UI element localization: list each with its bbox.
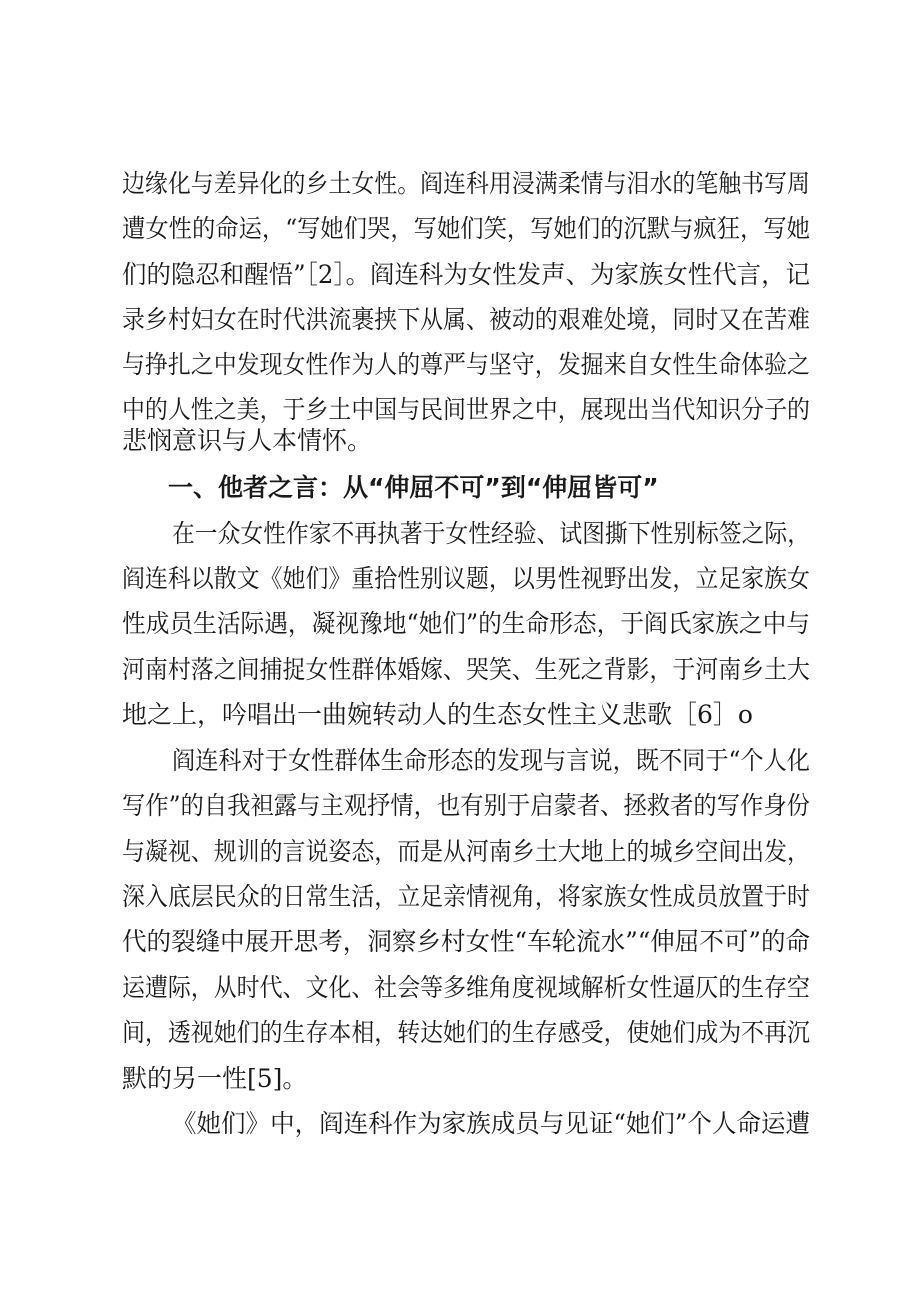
text: 在一众女性作家不再执著于女性经验、试图撕下性别标签之际， [172,519,810,548]
text-line [0,692,920,737]
text-line [0,874,920,919]
text: 运遭际，从时代、文化、社会等多维角度视域解析女性逼仄的生存空 [122,973,810,1002]
text-line [0,252,920,297]
text-line [0,161,920,206]
text-line [0,1101,920,1146]
text: 深入底层民众的日常生活，立足亲情视角，将家族女性成员放置于时 [122,882,810,911]
text: 河南村落之间捕捉女性群体婚嫁、哭笑、生死之背影，于河南乡土大 [122,655,810,684]
section-heading [0,465,920,510]
text: 悲悯意识与人本情怀。 [122,426,373,455]
text: 遭女性的命运，“写她们哭，写她们笑，写她们的沉默与疯狂，写她 [122,214,810,243]
text-line [0,965,920,1010]
text: 间，透视她们的生存本相，转达她们的生存感受，使她们成为不再沉 [122,1018,810,1047]
text-line [0,919,920,964]
text-line [0,738,920,783]
text: 《她们》中，阎连科作为家族成员与见证“她们”个人命运遭 [172,1109,811,1138]
text-line [0,342,920,387]
text-line [0,647,920,692]
heading-text: 一、他者之言：从“伸屈不可”到“伸屈皆可” [168,473,659,502]
text-line [0,829,920,874]
text-line [0,1056,920,1101]
text-line [0,297,920,342]
text-line [0,206,920,251]
text: 阎连科以散文《她们》重拾性别议题，以男性视野出发，立足家族女 [122,564,810,593]
text: 写作”的自我袒露与主观抒情，也有别于启蒙者、拯救者的写作身份 [122,791,810,820]
text: 默的另一性[5]。 [122,1064,308,1093]
text: 性成员生活际遇，凝视豫地“她们”的生命形态，于阎氏家族之中与 [122,609,810,638]
text: 代的裂缝中展开思考，洞察乡村女性“车轮流水”“伸屈不可”的命 [122,927,811,956]
text: 录乡村妇女在时代洪流裹挟下从属、被动的艰难处境，同时又在苦难 [122,305,810,334]
text-line [0,556,920,601]
text: 与凝视、规训的言说姿态，而是从河南乡土大地上的城乡空间出发， [122,837,810,866]
text-line [0,418,920,463]
text-line [0,601,920,646]
text: 们的隐忍和醒悟”［2］。阎连科为女性发声、为家族女性代言，记 [122,260,811,289]
text-line [0,1010,920,1055]
text: 地之上，吟唱出一曲婉转动人的生态女性主义悲歌［6］o [122,700,753,729]
text: 边缘化与差异化的乡土女性。阎连科用浸满柔情与泪水的笔触书写周 [122,169,810,198]
text: 阎连科对于女性群体生命形态的发现与言说，既不同于“个人化 [172,746,811,775]
text: 中的人性之美，于乡土中国与民间世界之中，展现出当代知识分子的 [122,395,810,424]
text: 与挣扎之中发现女性作为人的尊严与坚守，发掘来自女性生命体验之 [122,350,810,379]
text-line [0,511,920,556]
text-line [0,783,920,828]
